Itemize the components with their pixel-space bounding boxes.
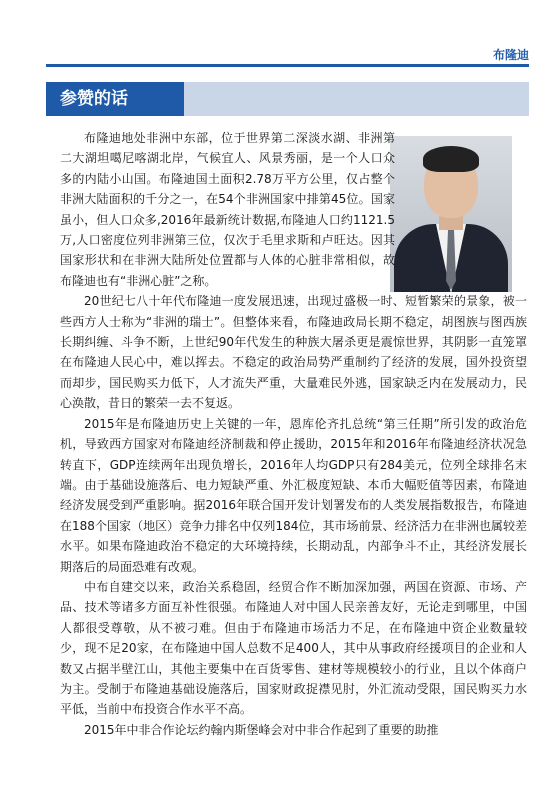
title-strip <box>184 82 529 116</box>
header-country-label: 布隆迪 <box>492 48 529 62</box>
paragraph-2: 20世纪七八十年代布隆迪一度发展迅速，出现过盛极一时、短暂繁荣的景象，被一些西方人士称为“非洲的瑞士”。但整体来看，布隆迪政局长期不稳定，胡图族与图西族长期纠缠、斗争不断，上世纪90年代发生的种族大屠杀更是震惊世界，其阴影一直笼罩在布隆迪人民心中，难以挥去。不稳定的政治局势严重制约了经济的发展，国外投资望而却步，国民购买力低下，人才流失严重，大量难民外逃，国家缺乏内在发展动力，民心涣散，昔日的繁荣一去不复返。 <box>60 294 527 411</box>
paragraph-4: 中布自建交以来，政治关系稳固，经贸合作不断加深加强，两国在资源、市场、产品、技术等诸多方面互补性很强。布隆迪人对中国人民亲善友好，无论走到哪里，中国人都很受尊敬，从不被刁难。但由于布隆迪市场活力不足，在布隆迪中资企业数量较少，现不足20家，在布隆迪中国人总数不足400人，其中从事政府经援项目的企业和人数又占据半壁江山，其他主要集中在百货零售、建材等规模较小的行业，且以个体商户为主。受制于布隆迪基础设施落后，国家财政捉襟见肘，外汇流动受限，国民购买力水平低，当前中布投资合作水平不高。 <box>60 579 527 717</box>
paragraph-3: 2015年是布隆迪历史上关键的一年，恩库伦齐扎总统“第三任期”所引发的政治危机，导致西方国家对布隆迪经济制裁和停止援助，2015年和2016年布隆迪经济状况急转直下，GDP连续两年出现负增长，2016年人均GDP只有284美元，位列全球排名末端。由于基础设施落后、电力短缺严重、外汇极度短缺、本币大幅贬值等因素，布隆迪经济发展受到严重影响。据2016年联合国开发计划署发布的人类发展指数报告，布隆迪在188个国家（地区）竞争力排名中仅列184位，其市场前景、经济活力在非洲也属较差水平。如果布隆迪政治不稳定的大环境持续，长期动乱，内部争斗不止，其经济发展长期落后的局面恐难有改观。 <box>60 416 527 574</box>
header-rule <box>46 64 529 67</box>
paragraph-5: 2015年中非合作论坛约翰内斯堡峰会对中非合作起到了重要的助推 <box>84 722 439 737</box>
article-body <box>60 128 527 740</box>
section-title: 参赞的话 <box>46 82 184 116</box>
paragraph-1: 布隆迪地处非洲中东部，位于世界第二深淡水湖、非洲第二大湖坦噶尼喀湖北岸，气候宜人、风景秀丽，是一个人口众多的内陆小山国。布隆迪国土面积2.78万平方公里，仅占整个非洲大陆面积的千分之一，在54个非洲国家中排第45位。国家虽小，但人口众多,2016年最新统计数据,布隆迪人口约1121.5万,人口密度位列非洲第三位，仅次于毛里求斯和卢旺达。因其国家形状和在非洲大陆所处位置都与人体的心脏非常相似，故布隆迪也有“非洲心脏”之称。 <box>60 131 395 288</box>
